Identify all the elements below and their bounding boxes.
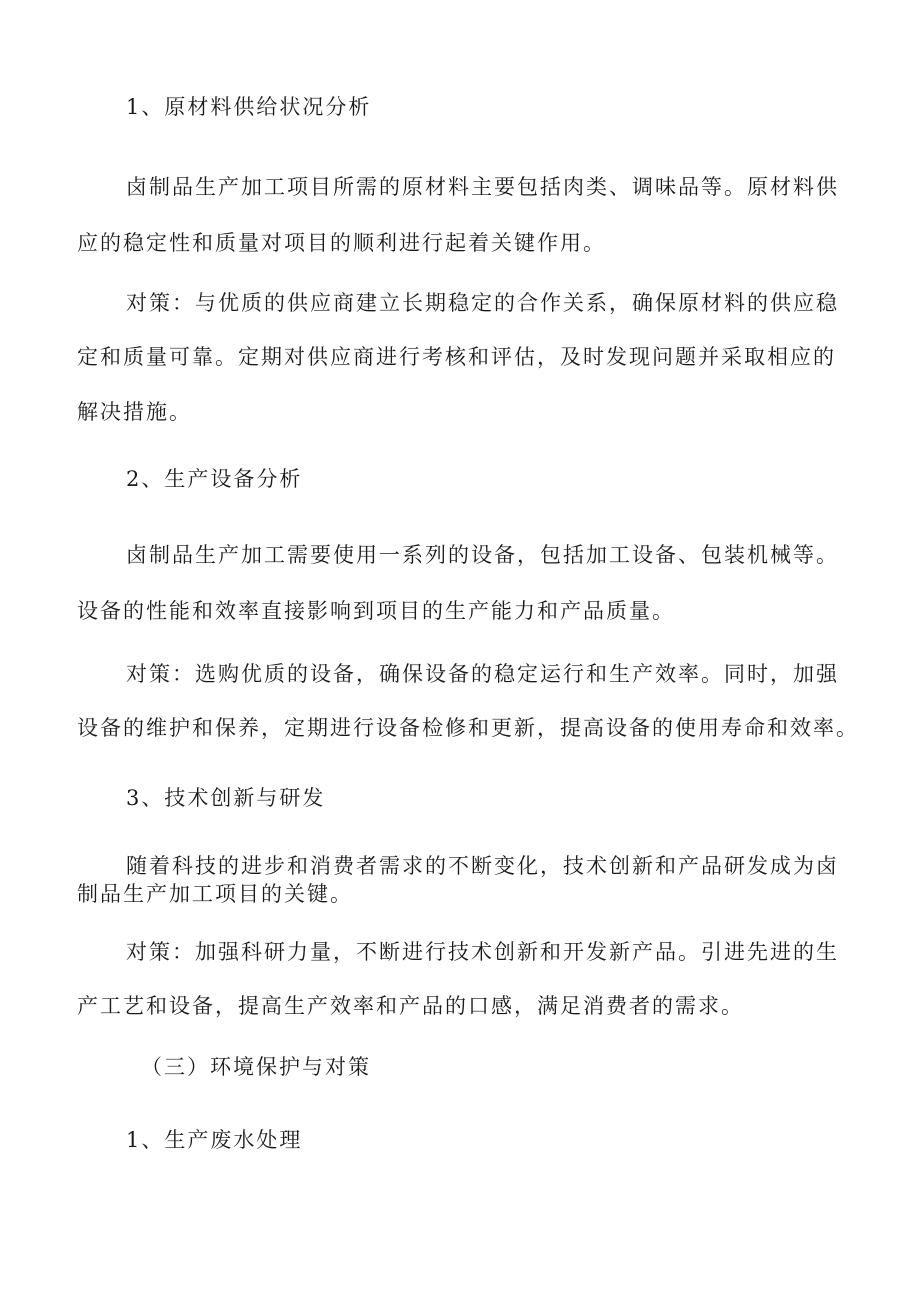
paragraph-line: 设备的性能和效率直接影响到项目的生产能力和产品质量。 xyxy=(77,599,675,623)
subsection-title-environment: （三）环境保护与对策 xyxy=(141,1055,371,1079)
paragraph-line: 对策：选购优质的设备，确保设备的稳定运行和生产效率。同时，加强 xyxy=(126,662,839,686)
paragraph-line: 设备的维护和保养，定期进行设备检修和更新，提高设备的使用寿命和效率。 xyxy=(77,716,859,740)
section-heading-equipment: 2、生产设备分析 xyxy=(126,467,303,491)
paragraph-line: 卤制品生产加工项目所需的原材料主要包括肉类、调味品等。原材料供 xyxy=(126,175,839,199)
section-heading-wastewater: 1、生产废水处理 xyxy=(126,1128,303,1152)
paragraph-line: 解决措施。 xyxy=(77,400,192,424)
paragraph-line: 应的稳定性和质量对项目的顺利进行起着关键作用。 xyxy=(77,231,606,255)
paragraph-line: 对策：加强科研力量，不断进行技术创新和开发新产品。引进先进的生 xyxy=(126,940,839,964)
paragraph-line: 定和质量可靠。定期对供应商进行考核和评估，及时发现问题并采取相应的 xyxy=(77,345,836,369)
paragraph-line: 随着科技的进步和消费者需求的不断变化，技术创新和产品研发成为卤 xyxy=(126,854,839,878)
section-heading-technology: 3、技术创新与研发 xyxy=(126,786,326,810)
paragraph-line: 卤制品生产加工需要使用一系列的设备，包括加工设备、包装机械等。 xyxy=(126,543,839,567)
paragraph-line: 对策：与优质的供应商建立长期稳定的合作关系，确保原材料的供应稳 xyxy=(126,291,839,315)
paragraph-line: 产工艺和设备，提高生产效率和产品的口感，满足消费者的需求。 xyxy=(77,994,744,1018)
paragraph-line: 制品生产加工项目的关键。 xyxy=(77,882,353,906)
section-heading-raw-materials: 1、原材料供给状况分析 xyxy=(126,95,372,119)
